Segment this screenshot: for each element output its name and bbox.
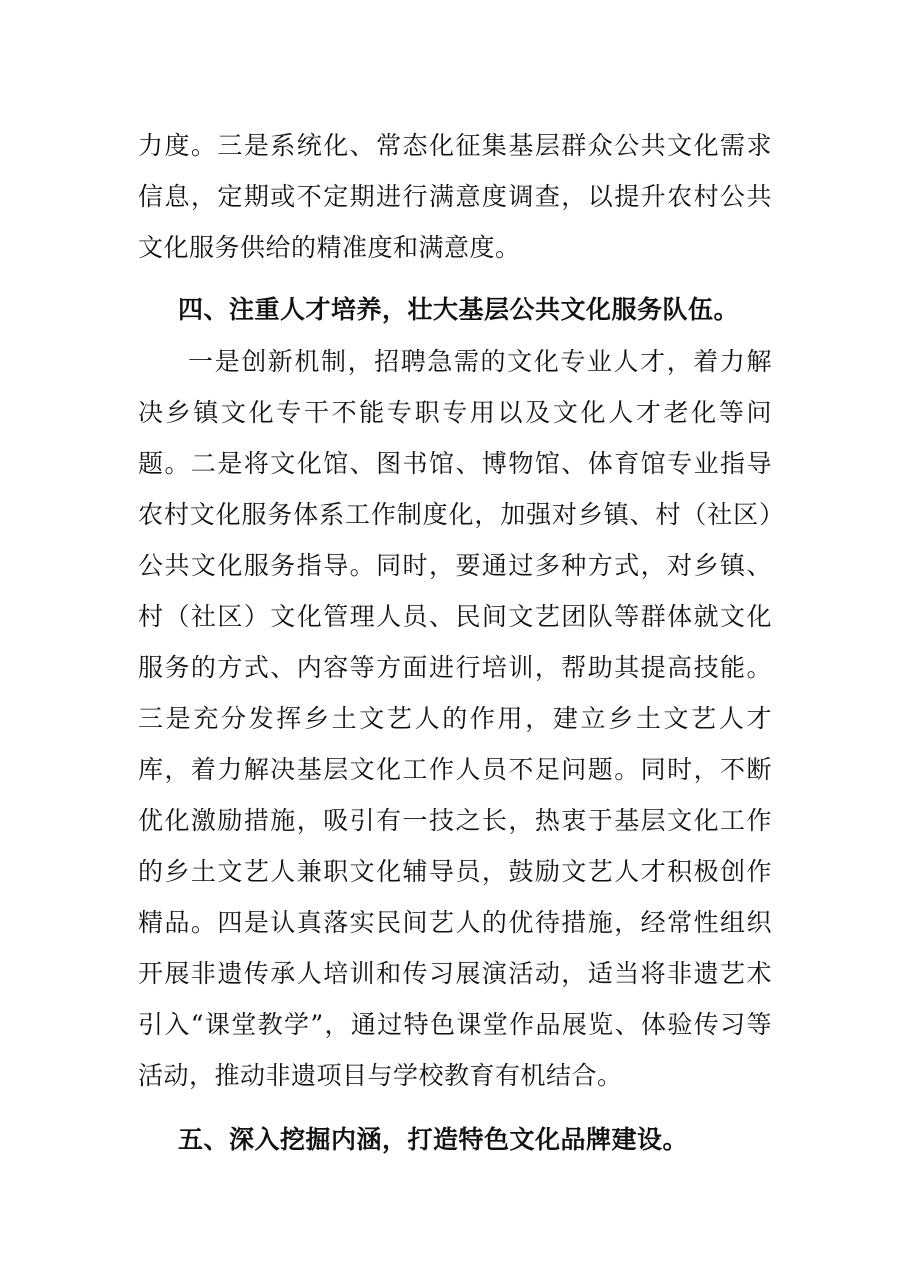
- paragraph-continuation: 力度。三是系统化、常态化征集基层群众公共文化需求信息，定期或不定期进行满意度调查，以提升农村公共文化服务供给的精准度和满意度。: [138, 131, 772, 262]
- document-body: [138, 120, 772, 1165]
- paragraph-talent-training: 一是创新机制，招聘急需的文化专业人才，着力解决乡镇文化专干不能专职专用以及文化人才老化等问题。二是将文化馆、图书馆、博物馆、体育馆专业指导农村文化服务体系工作制度化，加强对乡镇、村（社区）公共文化服务指导。同时，要通过多种方式，对乡镇、村（社区）文化管理人员、民间文艺团队等群体就文化服务的方式、内容等方面进行培训，帮助其提高技能。三是充分发挥乡土文艺人的作用，建立乡土文艺人才库，着力解决基层文化工作人员不足问题。同时，不断优化激励措施，吸引有一技之长，热衷于基层文化工作的乡土文艺人兼职文化辅导员，鼓励文艺人才积极创作精品。四是认真落实民间艺人的优待措施，经常性组织开展非遗传承人培训和传习展演活动，适当将非遗艺术引入“课堂教学”，通过特色课堂作品展览、体验传习等活动，推动非遗项目与学校教育有机结合。: [138, 347, 772, 1090]
- section-heading-4: 四、注重人才培养，壮大基层公共文化服务队伍。: [178, 295, 740, 324]
- section-heading-5: 五、深入挖掘内涵，打造特色文化品牌建设。: [178, 1125, 689, 1154]
